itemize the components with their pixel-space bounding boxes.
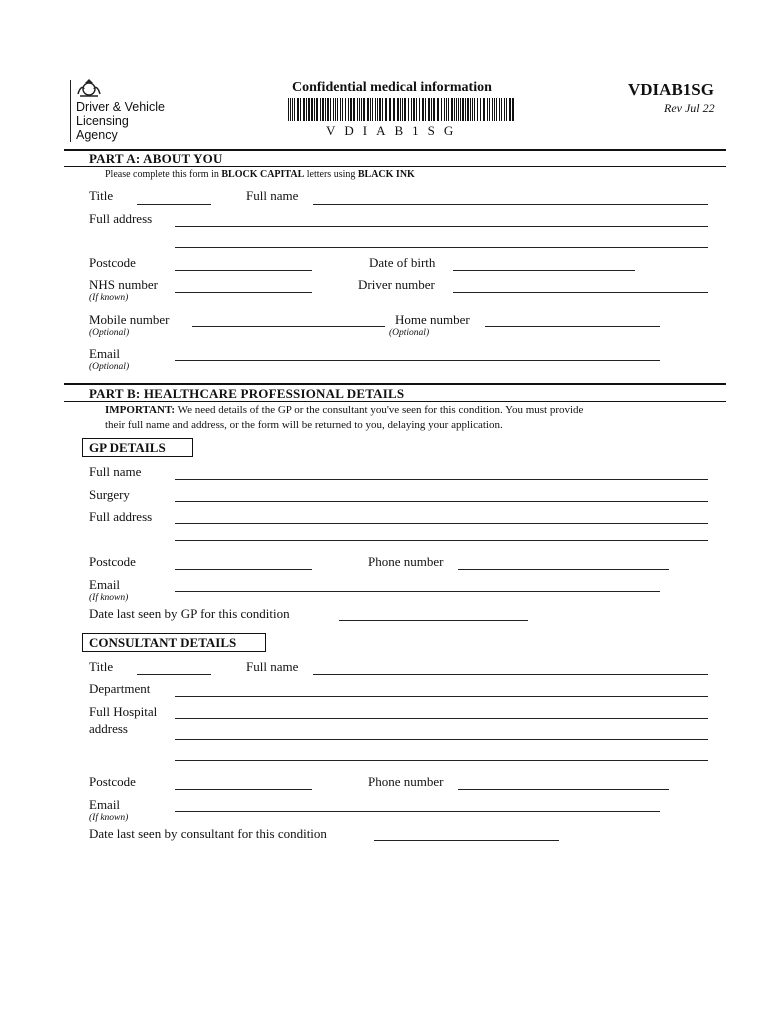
consultant-email-field[interactable] [175,811,660,812]
part-a-bottom-rule [64,166,726,167]
full-name-label: Full name [246,188,299,203]
consultant-details-heading: CONSULTANT DETAILS [82,633,266,652]
consultant-hospital-field-3[interactable] [175,760,708,761]
consultant-full-name-label: Full name [246,659,299,674]
gp-email-note: (If known) [89,593,129,603]
consultant-full-name-field[interactable] [313,674,708,675]
gp-surgery-field[interactable] [175,501,708,502]
gp-date-last-seen-field[interactable] [339,620,528,621]
gp-full-address-label: Full address [89,509,153,524]
dob-field[interactable] [453,270,635,271]
part-b-top-rule [64,383,726,385]
consultant-postcode-label: Postcode [89,774,136,789]
dob-label: Date of birth [369,255,436,270]
consultant-title-label: Title [89,659,114,674]
part-a-instruction: Please complete this form in BLOCK CAPITAL letters using BLACK INK [105,169,415,180]
dvla-logo [70,78,190,144]
nhs-number-field[interactable] [175,292,312,293]
postcode-label: Postcode [89,255,136,270]
gp-full-name-field[interactable] [175,479,708,480]
email-label: Email [89,346,121,361]
logo-divider [70,80,71,142]
gp-email-field[interactable] [175,591,660,592]
agency-name-line-2: Licensing [76,114,129,128]
consultant-hospital-label-1: Full Hospital [89,704,158,719]
email-note: (Optional) [89,362,130,372]
gp-phone-label: Phone number [368,554,444,569]
barcode [288,98,518,121]
mobile-number-label: Mobile number [89,312,170,327]
royal-crest-icon [76,78,102,98]
home-number-field[interactable] [485,326,660,327]
driver-number-label: Driver number [358,277,435,292]
part-a-title: PART A: ABOUT YOU [89,151,223,166]
consultant-phone-field[interactable] [458,789,669,790]
full-address-field-1[interactable] [175,226,708,227]
gp-phone-field[interactable] [458,569,669,570]
home-number-note: (Optional) [389,328,430,338]
driver-number-field[interactable] [453,292,708,293]
barcode-bars [288,98,518,121]
agency-name-line-1: Driver & Vehicle [76,100,165,114]
gp-email-label: Email [89,577,121,592]
gp-full-address-field-2[interactable] [175,540,708,541]
nhs-number-label: NHS number [89,277,158,292]
consultant-date-last-seen-label: Date last seen by consultant for this condition [89,826,327,841]
email-field[interactable] [175,360,660,361]
full-address-label: Full address [89,211,153,226]
barcode-text: VDIAB1SG [326,123,463,138]
consultant-hospital-field-1[interactable] [175,718,708,719]
gp-postcode-field[interactable] [175,569,312,570]
document-title: Confidential medical information [292,80,492,95]
consultant-email-label: Email [89,797,121,812]
title-label: Title [89,188,114,203]
gp-details-heading: GP DETAILS [82,438,193,457]
full-address-field-2[interactable] [175,247,708,248]
nhs-number-note: (If known) [89,293,129,303]
gp-postcode-label: Postcode [89,554,136,569]
consultant-phone-label: Phone number [368,774,444,789]
form-code: VDIAB1SG [628,80,714,99]
part-b-title: PART B: HEALTHCARE PROFESSIONAL DETAILS [89,386,405,401]
mobile-number-field[interactable] [192,326,385,327]
revision: Rev Jul 22 [664,101,715,115]
consultant-hospital-label-2: address [89,721,128,736]
consultant-email-note: (If known) [89,813,129,823]
mobile-number-note: (Optional) [89,328,130,338]
title-field[interactable] [137,204,211,205]
agency-name-line-3: Agency [76,128,118,142]
consultant-postcode-field[interactable] [175,789,312,790]
consultant-date-last-seen-field[interactable] [374,840,559,841]
part-b-important: IMPORTANT: We need details of the GP or the consultant you've seen for this condition. You must provide their full name and address, or the form will be returned to you, delaying your application. [105,404,584,431]
gp-date-last-seen-label: Date last seen by GP for this condition [89,606,290,621]
gp-full-name-label: Full name [89,464,142,479]
gp-full-address-field-1[interactable] [175,523,708,524]
full-name-field[interactable] [313,204,708,205]
postcode-field[interactable] [175,270,312,271]
consultant-title-field[interactable] [137,674,211,675]
consultant-hospital-field-2[interactable] [175,739,708,740]
gp-surgery-label: Surgery [89,487,130,502]
consultant-department-field[interactable] [175,696,708,697]
consultant-department-label: Department [89,681,151,696]
home-number-label: Home number [395,312,470,327]
part-b-bottom-rule [64,401,726,402]
